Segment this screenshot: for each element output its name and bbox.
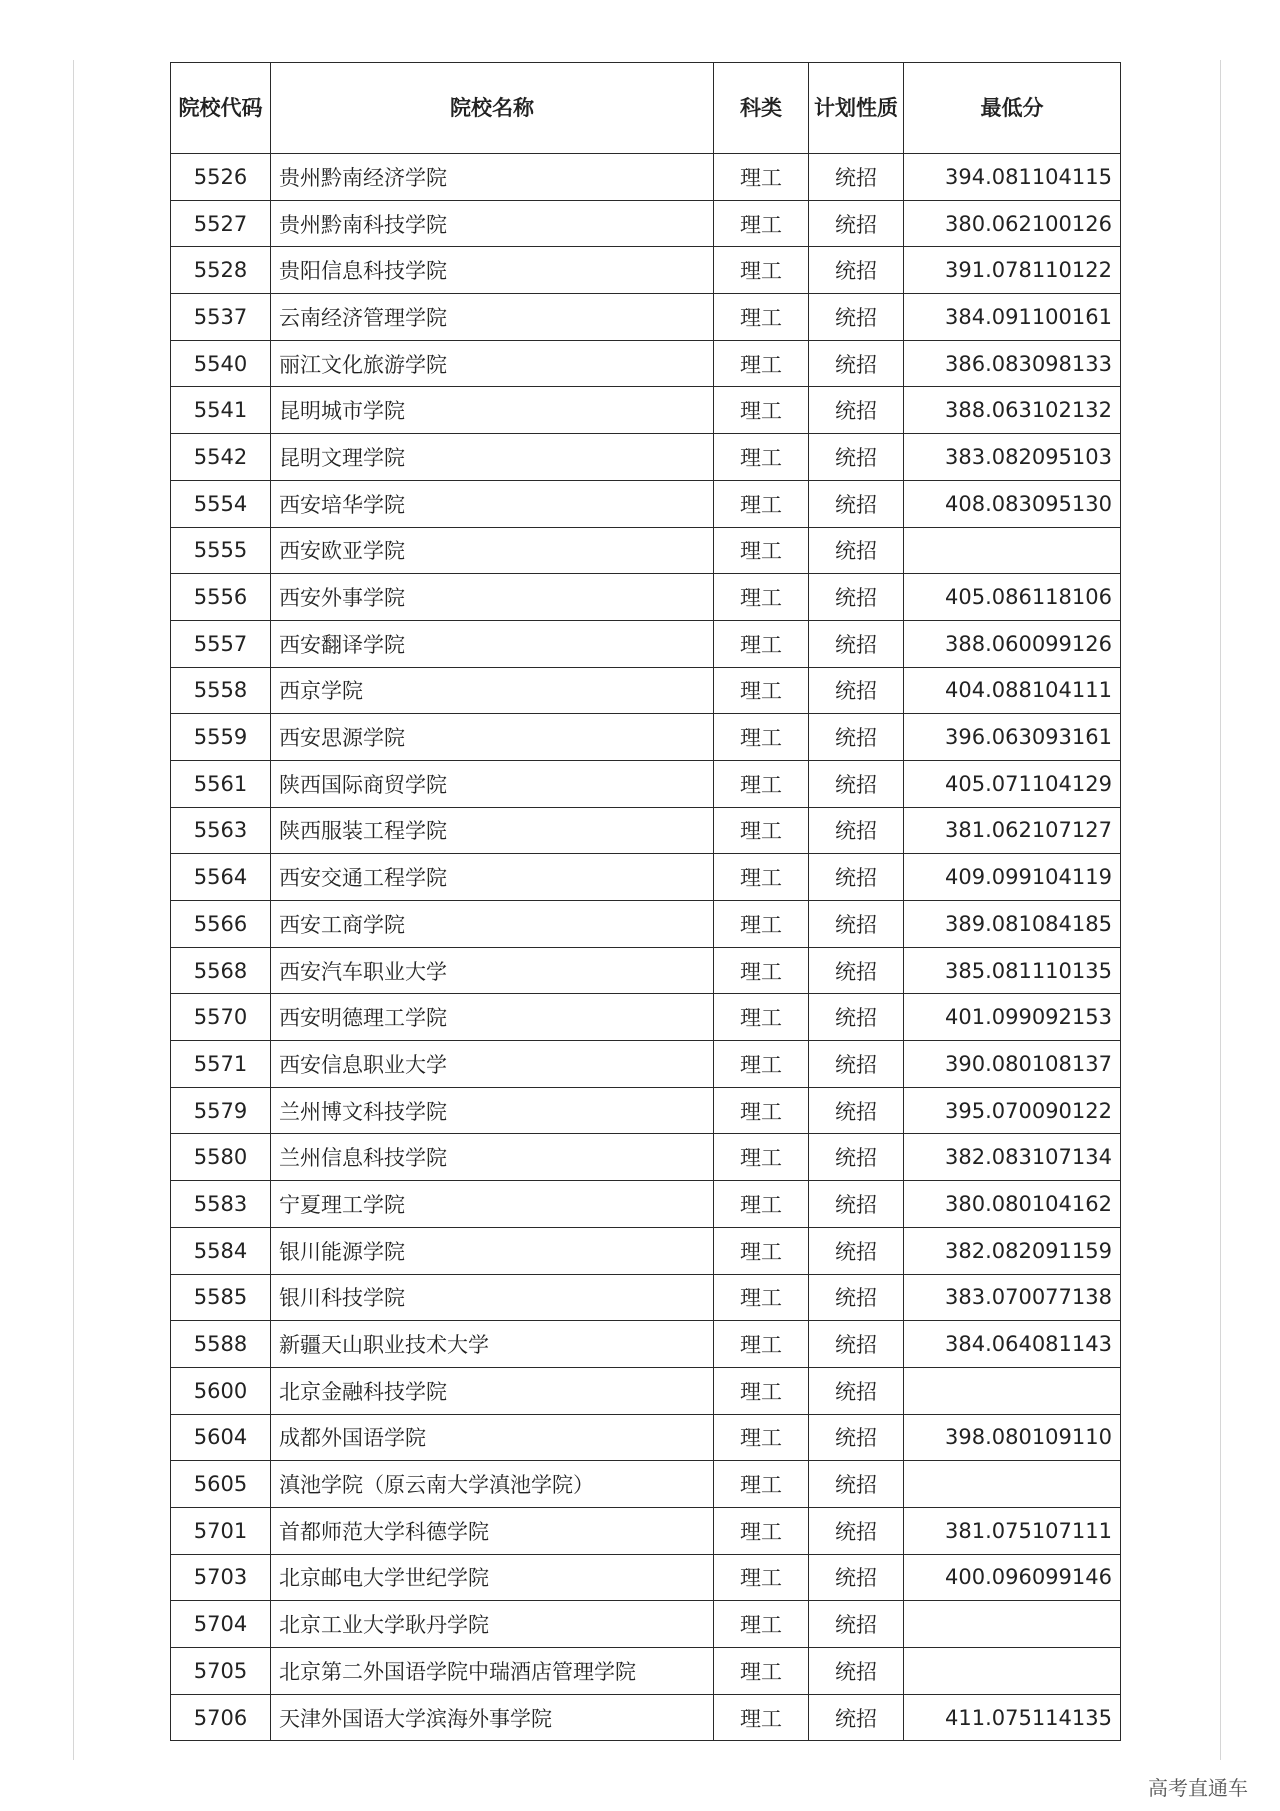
table-row <box>171 714 1121 761</box>
table-row <box>171 1227 1121 1274</box>
cell-category: 理工 <box>714 807 809 854</box>
cell-school-code: 5605 <box>171 1461 271 1508</box>
cell-plan-type: 统招 <box>809 760 904 807</box>
cell-min-score: 395.070090122 <box>904 1087 1121 1134</box>
table-row <box>171 1554 1121 1601</box>
cell-school-name: 西安交通工程学院 <box>271 854 714 901</box>
cell-category: 理工 <box>714 1694 809 1741</box>
cell-category: 理工 <box>714 1367 809 1414</box>
cell-category: 理工 <box>714 760 809 807</box>
cell-category: 理工 <box>714 620 809 667</box>
cell-min-score: 386.083098133 <box>904 340 1121 387</box>
cell-plan-type: 统招 <box>809 200 904 247</box>
cell-min-score: 380.080104162 <box>904 1181 1121 1228</box>
cell-school-name: 北京工业大学耿丹学院 <box>271 1601 714 1648</box>
cell-school-code: 5584 <box>171 1227 271 1274</box>
cell-plan-type: 统招 <box>809 387 904 434</box>
cell-school-code: 5703 <box>171 1554 271 1601</box>
cell-min-score: 383.082095103 <box>904 434 1121 481</box>
cell-category: 理工 <box>714 1554 809 1601</box>
header-min-score: 最低分 <box>904 63 1121 154</box>
cell-min-score <box>904 1367 1121 1414</box>
table-row <box>171 1087 1121 1134</box>
cell-category: 理工 <box>714 1041 809 1088</box>
cell-school-code: 5580 <box>171 1134 271 1181</box>
cell-category: 理工 <box>714 200 809 247</box>
table-row <box>171 1648 1121 1695</box>
cell-category: 理工 <box>714 247 809 294</box>
cell-min-score: 384.091100161 <box>904 294 1121 341</box>
cell-school-code: 5542 <box>171 434 271 481</box>
cell-min-score: 382.082091159 <box>904 1227 1121 1274</box>
table-row <box>171 200 1121 247</box>
cell-min-score: 384.064081143 <box>904 1321 1121 1368</box>
cell-plan-type: 统招 <box>809 340 904 387</box>
cell-school-code: 5558 <box>171 667 271 714</box>
cell-category: 理工 <box>714 714 809 761</box>
cell-school-name: 银川科技学院 <box>271 1274 714 1321</box>
cell-school-code: 5557 <box>171 620 271 667</box>
cell-school-code: 5704 <box>171 1601 271 1648</box>
table-row <box>171 854 1121 901</box>
cell-min-score: 381.075107111 <box>904 1507 1121 1554</box>
cell-plan-type: 统招 <box>809 1554 904 1601</box>
cell-min-score: 388.063102132 <box>904 387 1121 434</box>
cell-plan-type: 统招 <box>809 1134 904 1181</box>
cell-category: 理工 <box>714 994 809 1041</box>
cell-school-code: 5566 <box>171 901 271 948</box>
cell-min-score: 388.060099126 <box>904 620 1121 667</box>
cell-category: 理工 <box>714 574 809 621</box>
cell-min-score: 408.083095130 <box>904 480 1121 527</box>
header-row <box>171 63 1121 154</box>
cell-min-score: 404.088104111 <box>904 667 1121 714</box>
cell-school-code: 5540 <box>171 340 271 387</box>
cell-school-name: 首都师范大学科德学院 <box>271 1507 714 1554</box>
cell-category: 理工 <box>714 901 809 948</box>
cell-school-code: 5554 <box>171 480 271 527</box>
table-body <box>171 154 1121 1741</box>
cell-plan-type: 统招 <box>809 994 904 1041</box>
cell-school-code: 5537 <box>171 294 271 341</box>
cell-plan-type: 统招 <box>809 854 904 901</box>
cell-min-score: 383.070077138 <box>904 1274 1121 1321</box>
cell-school-code: 5568 <box>171 947 271 994</box>
cell-category: 理工 <box>714 1181 809 1228</box>
cell-min-score: 385.081110135 <box>904 947 1121 994</box>
table-row <box>171 901 1121 948</box>
cell-plan-type: 统招 <box>809 947 904 994</box>
header-school-code: 院校代码 <box>171 63 271 154</box>
cell-school-name: 北京第二外国语学院中瑞酒店管理学院 <box>271 1648 714 1695</box>
table-row <box>171 387 1121 434</box>
cell-school-name: 西安工商学院 <box>271 901 714 948</box>
cell-school-code: 5706 <box>171 1694 271 1741</box>
table-row <box>171 1041 1121 1088</box>
table-row <box>171 574 1121 621</box>
cell-category: 理工 <box>714 1227 809 1274</box>
cell-school-name: 陕西国际商贸学院 <box>271 760 714 807</box>
cell-plan-type: 统招 <box>809 1507 904 1554</box>
cell-school-code: 5604 <box>171 1414 271 1461</box>
cell-school-name: 丽江文化旅游学院 <box>271 340 714 387</box>
table-row <box>171 340 1121 387</box>
cell-school-name: 宁夏理工学院 <box>271 1181 714 1228</box>
cell-plan-type: 统招 <box>809 1461 904 1508</box>
cell-school-name: 西安培华学院 <box>271 480 714 527</box>
cell-plan-type: 统招 <box>809 527 904 574</box>
table-row <box>171 1461 1121 1508</box>
table-row <box>171 434 1121 481</box>
cell-min-score: 380.062100126 <box>904 200 1121 247</box>
cell-school-name: 西安翻译学院 <box>271 620 714 667</box>
cell-category: 理工 <box>714 947 809 994</box>
cell-school-name: 昆明城市学院 <box>271 387 714 434</box>
cell-plan-type: 统招 <box>809 1274 904 1321</box>
cell-school-name: 成都外国语学院 <box>271 1414 714 1461</box>
cell-school-name: 西安汽车职业大学 <box>271 947 714 994</box>
table-row <box>171 947 1121 994</box>
cell-school-code: 5526 <box>171 154 271 201</box>
cell-plan-type: 统招 <box>809 574 904 621</box>
cell-school-code: 5561 <box>171 760 271 807</box>
cell-min-score: 394.081104115 <box>904 154 1121 201</box>
cell-plan-type: 统招 <box>809 620 904 667</box>
cell-school-code: 5556 <box>171 574 271 621</box>
table-row <box>171 807 1121 854</box>
cell-plan-type: 统招 <box>809 901 904 948</box>
header-plan-type: 计划性质 <box>809 63 904 154</box>
cell-school-name: 滇池学院（原云南大学滇池学院） <box>271 1461 714 1508</box>
cell-school-name: 西安明德理工学院 <box>271 994 714 1041</box>
cell-category: 理工 <box>714 154 809 201</box>
table-row <box>171 1181 1121 1228</box>
cell-min-score <box>904 1461 1121 1508</box>
cell-min-score: 390.080108137 <box>904 1041 1121 1088</box>
cell-school-code: 5559 <box>171 714 271 761</box>
cell-min-score: 401.099092153 <box>904 994 1121 1041</box>
cell-plan-type: 统招 <box>809 1367 904 1414</box>
cell-school-code: 5600 <box>171 1367 271 1414</box>
cell-category: 理工 <box>714 667 809 714</box>
cell-school-code: 5555 <box>171 527 271 574</box>
cell-school-code: 5583 <box>171 1181 271 1228</box>
page-margin-line-right <box>1220 60 1221 1760</box>
cell-school-code: 5701 <box>171 1507 271 1554</box>
table-row <box>171 760 1121 807</box>
table-row <box>171 620 1121 667</box>
cell-school-name: 西安欧亚学院 <box>271 527 714 574</box>
table-row <box>171 1507 1121 1554</box>
cell-min-score: 400.096099146 <box>904 1554 1121 1601</box>
table-row <box>171 1321 1121 1368</box>
cell-min-score: 381.062107127 <box>904 807 1121 854</box>
table-row <box>171 1367 1121 1414</box>
cell-school-name: 贵阳信息科技学院 <box>271 247 714 294</box>
page-margin-line-left <box>73 60 74 1760</box>
table-row <box>171 994 1121 1041</box>
header-school-name: 院校名称 <box>271 63 714 154</box>
cell-category: 理工 <box>714 1274 809 1321</box>
cell-school-code: 5527 <box>171 200 271 247</box>
header-category: 科类 <box>714 63 809 154</box>
cell-plan-type: 统招 <box>809 154 904 201</box>
cell-school-name: 银川能源学院 <box>271 1227 714 1274</box>
cell-school-code: 5570 <box>171 994 271 1041</box>
cell-school-code: 5528 <box>171 247 271 294</box>
cell-category: 理工 <box>714 1087 809 1134</box>
cell-plan-type: 统招 <box>809 247 904 294</box>
cell-plan-type: 统招 <box>809 1648 904 1695</box>
cell-plan-type: 统招 <box>809 1694 904 1741</box>
table-row <box>171 1601 1121 1648</box>
cell-school-name: 北京邮电大学世纪学院 <box>271 1554 714 1601</box>
table-row <box>171 527 1121 574</box>
cell-plan-type: 统招 <box>809 807 904 854</box>
cell-plan-type: 统招 <box>809 1227 904 1274</box>
cell-min-score: 382.083107134 <box>904 1134 1121 1181</box>
cell-min-score: 396.063093161 <box>904 714 1121 761</box>
cell-category: 理工 <box>714 1461 809 1508</box>
cell-plan-type: 统招 <box>809 434 904 481</box>
cell-plan-type: 统招 <box>809 667 904 714</box>
cell-school-name: 西安思源学院 <box>271 714 714 761</box>
cell-min-score: 391.078110122 <box>904 247 1121 294</box>
cell-category: 理工 <box>714 854 809 901</box>
cell-plan-type: 统招 <box>809 1041 904 1088</box>
table-row <box>171 1414 1121 1461</box>
cell-school-name: 天津外国语大学滨海外事学院 <box>271 1694 714 1741</box>
table-row <box>171 1134 1121 1181</box>
table-header <box>171 63 1121 154</box>
cell-school-name: 西安信息职业大学 <box>271 1041 714 1088</box>
table-row <box>171 480 1121 527</box>
cell-category: 理工 <box>714 340 809 387</box>
cell-school-name: 兰州博文科技学院 <box>271 1087 714 1134</box>
cell-plan-type: 统招 <box>809 480 904 527</box>
table-row <box>171 294 1121 341</box>
cell-school-code: 5564 <box>171 854 271 901</box>
cell-plan-type: 统招 <box>809 1321 904 1368</box>
cell-school-code: 5585 <box>171 1274 271 1321</box>
cell-school-name: 西京学院 <box>271 667 714 714</box>
cell-school-name: 陕西服装工程学院 <box>271 807 714 854</box>
cell-category: 理工 <box>714 1507 809 1554</box>
cell-category: 理工 <box>714 480 809 527</box>
cell-category: 理工 <box>714 1414 809 1461</box>
cell-min-score: 405.086118106 <box>904 574 1121 621</box>
table-row <box>171 1694 1121 1741</box>
cell-category: 理工 <box>714 1648 809 1695</box>
cell-plan-type: 统招 <box>809 1087 904 1134</box>
cell-category: 理工 <box>714 1321 809 1368</box>
cell-plan-type: 统招 <box>809 1414 904 1461</box>
admission-score-table <box>170 62 1121 1741</box>
cell-school-name: 贵州黔南经济学院 <box>271 154 714 201</box>
cell-school-code: 5588 <box>171 1321 271 1368</box>
table-row <box>171 667 1121 714</box>
cell-school-code: 5579 <box>171 1087 271 1134</box>
cell-plan-type: 统招 <box>809 714 904 761</box>
cell-school-name: 新疆天山职业技术大学 <box>271 1321 714 1368</box>
table-row <box>171 247 1121 294</box>
cell-school-name: 昆明文理学院 <box>271 434 714 481</box>
cell-school-code: 5571 <box>171 1041 271 1088</box>
cell-school-code: 5705 <box>171 1648 271 1695</box>
cell-min-score <box>904 1601 1121 1648</box>
cell-category: 理工 <box>714 1134 809 1181</box>
cell-min-score: 409.099104119 <box>904 854 1121 901</box>
cell-category: 理工 <box>714 434 809 481</box>
cell-plan-type: 统招 <box>809 294 904 341</box>
cell-min-score <box>904 527 1121 574</box>
watermark: 高考直通车 <box>1148 1776 1248 1800</box>
cell-min-score: 411.075114135 <box>904 1694 1121 1741</box>
cell-school-name: 贵州黔南科技学院 <box>271 200 714 247</box>
cell-plan-type: 统招 <box>809 1601 904 1648</box>
cell-plan-type: 统招 <box>809 1181 904 1228</box>
cell-min-score: 398.080109110 <box>904 1414 1121 1461</box>
table-row <box>171 154 1121 201</box>
cell-category: 理工 <box>714 294 809 341</box>
cell-school-name: 兰州信息科技学院 <box>271 1134 714 1181</box>
cell-school-name: 云南经济管理学院 <box>271 294 714 341</box>
cell-school-name: 北京金融科技学院 <box>271 1367 714 1414</box>
cell-min-score <box>904 1648 1121 1695</box>
cell-category: 理工 <box>714 527 809 574</box>
cell-category: 理工 <box>714 387 809 434</box>
cell-school-code: 5541 <box>171 387 271 434</box>
cell-school-name: 西安外事学院 <box>271 574 714 621</box>
cell-min-score: 389.081084185 <box>904 901 1121 948</box>
cell-school-code: 5563 <box>171 807 271 854</box>
cell-min-score: 405.071104129 <box>904 760 1121 807</box>
cell-category: 理工 <box>714 1601 809 1648</box>
table-row <box>171 1274 1121 1321</box>
